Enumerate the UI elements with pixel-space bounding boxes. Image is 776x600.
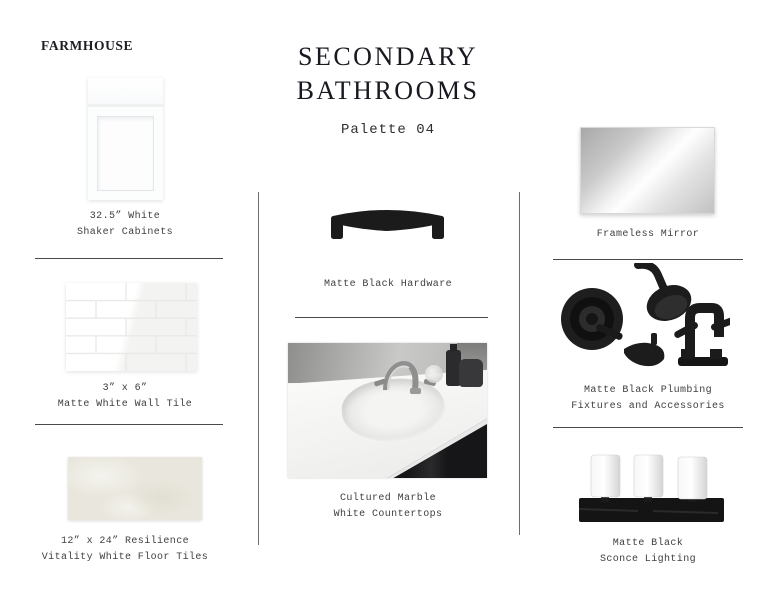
floor-tile-image <box>68 457 202 520</box>
section-divider <box>35 424 223 425</box>
floor-tile-label <box>15 534 235 566</box>
tile-sheen <box>66 283 197 371</box>
hardware-label <box>288 277 488 293</box>
tub-spout-icon <box>624 333 664 366</box>
floor-tile-label-line2: Vitality White Floor Tiles <box>41 552 209 563</box>
section-divider <box>295 317 488 318</box>
page-title-line1: SECONDARY <box>298 42 478 71</box>
plumbing-label-line2: Fixtures and Accessories <box>571 401 725 412</box>
cabinets-label-line1: 32.5” White <box>89 211 161 222</box>
section-divider <box>35 258 223 259</box>
wall-tile-label-line1: 3” x 6” <box>102 383 148 394</box>
countertop-label <box>288 491 488 523</box>
plumbing-fixtures-image <box>552 263 730 377</box>
wall-tile-image <box>66 283 197 371</box>
column-divider-right <box>519 192 520 535</box>
countertop-photo <box>288 343 487 478</box>
cabinet-recessed-panel <box>97 116 154 191</box>
palette-number: Palette 04 <box>340 122 435 138</box>
dark-towel <box>459 359 483 387</box>
cabinet-pull-image <box>325 202 450 242</box>
cabinets-label-line2: Shaker Cabinets <box>76 227 173 238</box>
wall-tile-label-line2: Matte White Wall Tile <box>57 399 193 410</box>
plumbing-label <box>548 383 748 415</box>
plumbing-label-line1: Matte Black Plumbing <box>583 385 713 396</box>
column-divider-left <box>258 192 259 545</box>
sconce-light-image <box>578 454 725 526</box>
hardware-label-line1: Matte Black Hardware <box>323 279 453 290</box>
countertop-label-line2: White Countertops <box>333 509 443 520</box>
floor-tile-label-line1: 12” x 24” Resilience <box>60 536 190 547</box>
sconce-label-line2: Sconce Lighting <box>599 554 696 565</box>
sconce-label <box>548 536 748 568</box>
sconce-glass-shades <box>591 455 707 502</box>
page-title-line2: BATHROOMS <box>296 76 480 105</box>
cabinet-drawer-front <box>88 78 163 107</box>
bar-pull-icon <box>325 202 450 242</box>
section-divider <box>553 259 743 260</box>
glass-cup <box>425 365 443 383</box>
wall-tile-label <box>25 381 225 413</box>
shaker-cabinet-image <box>88 78 163 200</box>
style-name: FARMHOUSE <box>41 38 134 53</box>
cabinet-door <box>88 107 163 200</box>
countertop-label-line1: Cultured Marble <box>339 493 436 504</box>
sconce-label-line1: Matte Black <box>612 538 684 549</box>
centerset-faucet-icon <box>673 308 730 366</box>
cabinets-label <box>25 209 225 241</box>
frameless-mirror-image <box>580 127 715 214</box>
shower-valve-icon <box>561 288 624 350</box>
mirror-label <box>548 227 748 243</box>
section-divider <box>553 427 743 428</box>
mirror-label-line1: Frameless Mirror <box>596 229 700 240</box>
